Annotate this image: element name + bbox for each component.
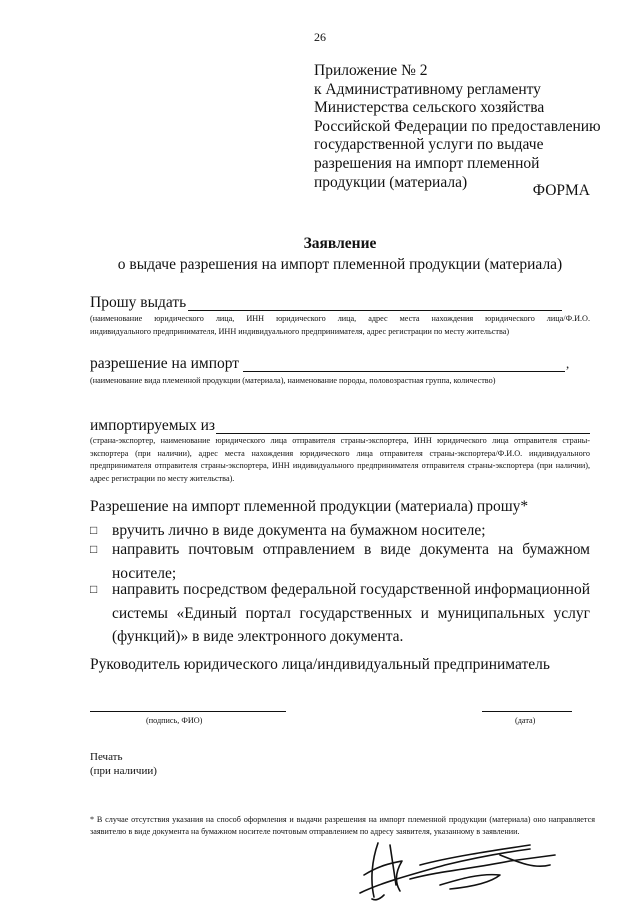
checkbox-icon[interactable]: □ [90, 523, 98, 537]
appendix-line: Министерства сельского хозяйства [314, 99, 545, 117]
delivery-option-label: направить почтовым отправлением в виде документа на бумажном носителе; [112, 541, 590, 582]
imported-from-label: импортируемых из [90, 417, 215, 434]
issue-to-caption-1: (наименование юридического лица, ИНН юридического лица, адрес места нахождения юридического лица/Ф.И.О. [90, 314, 590, 323]
footnote: * В случае отсутствия указания на способ оформления и выдачи разрешения на импорт племенной продукции (материала) оно направляется заявителю в виде документа на бумажном носителе почтовым отправлением по адресу заявителя, указанному в заявлении. [90, 815, 595, 836]
permit-comma: , [566, 356, 570, 371]
issue-to-label: Прошу выдать [90, 294, 187, 311]
seal-label: Печать [90, 751, 123, 763]
delivery-intro: Разрешение на импорт племенной продукции (материала) прошу* [90, 498, 529, 515]
appendix-header [314, 62, 624, 192]
page-number: 26 [314, 30, 326, 44]
date-caption: (дата) [515, 716, 536, 725]
appendix-line: разрешения на импорт племенной [314, 154, 540, 172]
appendix-line: государственной услуги по выдаче [314, 136, 544, 154]
appendix-line: продукции (материала) [314, 173, 468, 191]
checkbox-icon[interactable]: □ [90, 582, 98, 596]
appendix-line: к Административному регламенту [314, 80, 541, 98]
signature-heading: Руководитель юридического лица/индивидуальный предприниматель [90, 656, 550, 673]
checkbox-icon[interactable]: □ [90, 542, 98, 556]
handwritten-signature [350, 835, 570, 905]
seal-note: (при наличии) [90, 765, 157, 777]
date-line[interactable] [482, 711, 572, 712]
signature-caption: (подпись, ФИО) [146, 716, 203, 725]
delivery-option-label: направить посредством федеральной государственной информационной системы «Единый портал государственных и муниципальных услуг (функций)» в виде электронного документа. [112, 581, 590, 645]
imported-from-caption: (страна-экспортер, наименование юридического лица отправителя страны-экспортера, ИНН юридического лица отправителя страны-экспортера (при наличии), адрес места нахождения юридического лица отправителя страны-экспортера/Ф.И.О. индивидуального предпринимателя отправителя страны-экспортера, ИНН индивидуального предпринимателя отправителя страны-экспортера (при наличии), адрес регистрации по месту жительства). [90, 436, 590, 483]
document-subtitle: о выдаче разрешения на импорт племенной продукции (материала) [117, 256, 563, 273]
signature-line[interactable] [90, 711, 286, 712]
permit-line[interactable] [243, 371, 565, 372]
issue-to-caption-2: индивидуального предпринимателя, ИНН индивидуального предпринимателя, адрес регистрации по месту жительства) [90, 327, 510, 336]
delivery-option-portal[interactable] [90, 578, 590, 649]
appendix-line: Приложение № 2 [314, 62, 428, 79]
permit-label: разрешение на импорт [90, 355, 240, 372]
permit-caption: (наименование вида племенной продукции (материала), наименование породы, половозрастная группа, количество) [90, 376, 496, 385]
form-label: ФОРМА [532, 182, 590, 199]
issue-to-line[interactable] [188, 310, 562, 311]
document-title: Заявление [303, 235, 377, 252]
appendix-line: Российской Федерации по предоставлению [314, 117, 601, 135]
delivery-option-label: вручить лично в виде документа на бумажном носителе; [112, 522, 486, 539]
imported-from-line[interactable] [216, 433, 590, 434]
